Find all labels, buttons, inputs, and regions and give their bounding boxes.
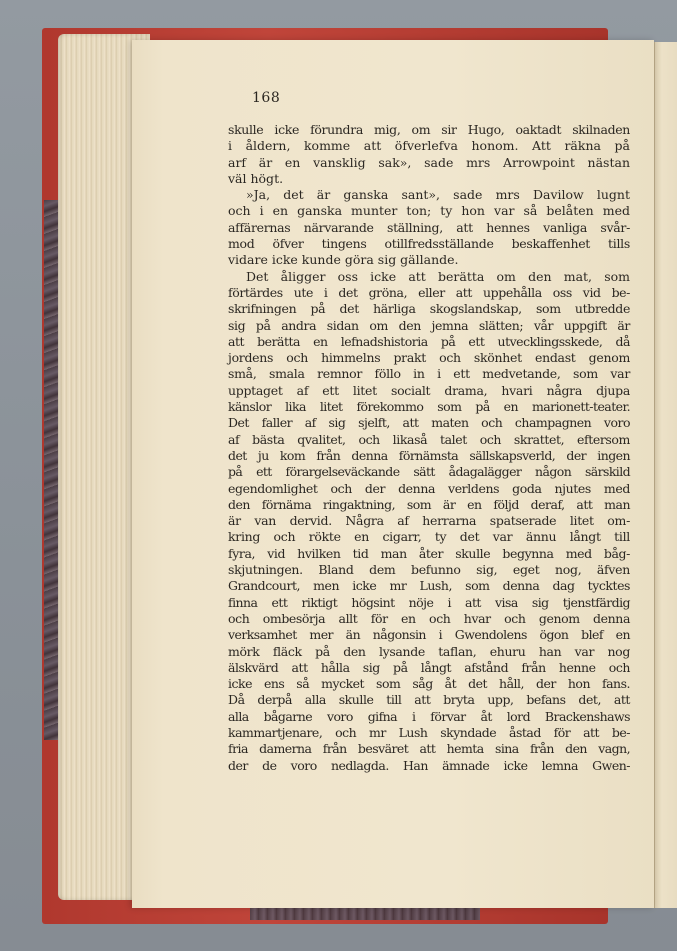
- text-line: mörk fläck på den lysande taflan, ehuru han var nog: [228, 643, 630, 659]
- text-line: och ombesörja allt för en och hvar och genom denna: [228, 610, 630, 626]
- facing-page-edge: [654, 42, 677, 908]
- text-line: känslor lika litet förekommo som på en marionett-teater.: [228, 399, 630, 415]
- text-line: Då derpå alla skulle till att bryta upp, befans det, att: [228, 692, 630, 708]
- text-line: der de voro nedlagda. Han ämnade icke lemna Gwen-: [228, 757, 630, 773]
- text-line: är van dervid. Några af herrarna spatserade litet om-: [228, 513, 630, 529]
- page-text: [228, 122, 630, 774]
- text-line: af bästa qvalitet, och likaså talet och skrattet, eftersom: [228, 431, 630, 447]
- text-line: kring och rökte en cigarr, ty det var ännu långt till: [228, 529, 630, 545]
- text-line: förtärdes ute i det gröna, eller att uppehålla oss vid be-: [228, 284, 630, 300]
- text-line: vidare icke kunde göra sig gällande.: [228, 252, 459, 268]
- text-line: kammartjenare, och mr Lush skyndade åstad för att be-: [228, 724, 630, 740]
- text-line: fria damerna från besväret att hemta sina från den vagn,: [228, 741, 630, 757]
- text-line: finna ett riktigt högsint nöje i att visa sig tjenstfärdig: [228, 594, 630, 610]
- text-line: jordens och himmelns prakt och skönhet endast genom: [228, 350, 630, 366]
- text-line: Det faller af sig sjelft, att maten och champagnen voro: [228, 415, 630, 431]
- text-line: älskvärd att hålla sig på långt afstånd från henne och: [228, 659, 630, 675]
- text-line: väl högt.: [228, 170, 284, 186]
- text-line: fyra, vid hvilken tid man åter skulle begynna med båg-: [228, 545, 630, 561]
- text-line: icke ens så mycket som såg åt det håll, der hon fans.: [228, 676, 630, 692]
- text-line: på ett förargelseväckande sätt ådagalägger någon särskild: [228, 464, 630, 480]
- text-line: »Ja, det är ganska sant», sade mrs Davilow lugnt: [246, 187, 630, 203]
- text-line: den förnäma ringaktning, som är en följd deraf, att man: [228, 496, 630, 512]
- text-line: det ju kom från denna förnämsta sällskapsverld, der ingen: [228, 447, 630, 463]
- text-line: arf är en vansklig sak», sade mrs Arrowpoint nästan: [228, 154, 630, 170]
- text-line: Det åligger oss icke att berätta om den mat, som: [246, 268, 630, 284]
- text-line: verksamhet mer än någonsin i Gwendolens ögon blef en: [228, 627, 630, 643]
- text-line: skulle icke förundra mig, om sir Hugo, oaktadt skilnaden: [228, 122, 630, 137]
- text-line: att berätta en lefnadshistoria på ett utvecklingsskede, då: [228, 333, 630, 349]
- text-line: egendomlighet och der denna verldens goda njutes med: [228, 480, 630, 496]
- text-line: sig på andra sidan om den jemna slätten; vår uppgift är: [228, 317, 630, 333]
- marbled-bottom-band: [250, 908, 480, 920]
- text-line: alla bågarne voro gifna i förvar åt lord Brackenshaws: [228, 708, 630, 724]
- text-line: upptaget af ett litet socialt drama, hvari några djupa: [228, 382, 630, 398]
- text-line: affärernas närvarande ställning, att hennes vanliga svår-: [228, 219, 630, 235]
- text-line: och i en ganska munter ton; ty hon var så belåten med: [228, 203, 630, 219]
- text-line: mod öfver tingens otillfredsställande beskaffenhet tills: [228, 236, 630, 252]
- text-line: skjutningen. Bland dem befunno sig, eget nog, äfven: [228, 562, 630, 578]
- text-line: i åldern, komme att öfverlefva honom. Att räkna på: [228, 138, 630, 154]
- text-line: Grandcourt, men icke mr Lush, som denna dag tycktes: [228, 578, 630, 594]
- text-line: små, smala remnor föllo in i ett medvetande, som var: [228, 366, 630, 382]
- text-line: skrifningen på det härliga skogslandskap, som utbredde: [228, 301, 630, 317]
- page-number: 168: [252, 90, 281, 106]
